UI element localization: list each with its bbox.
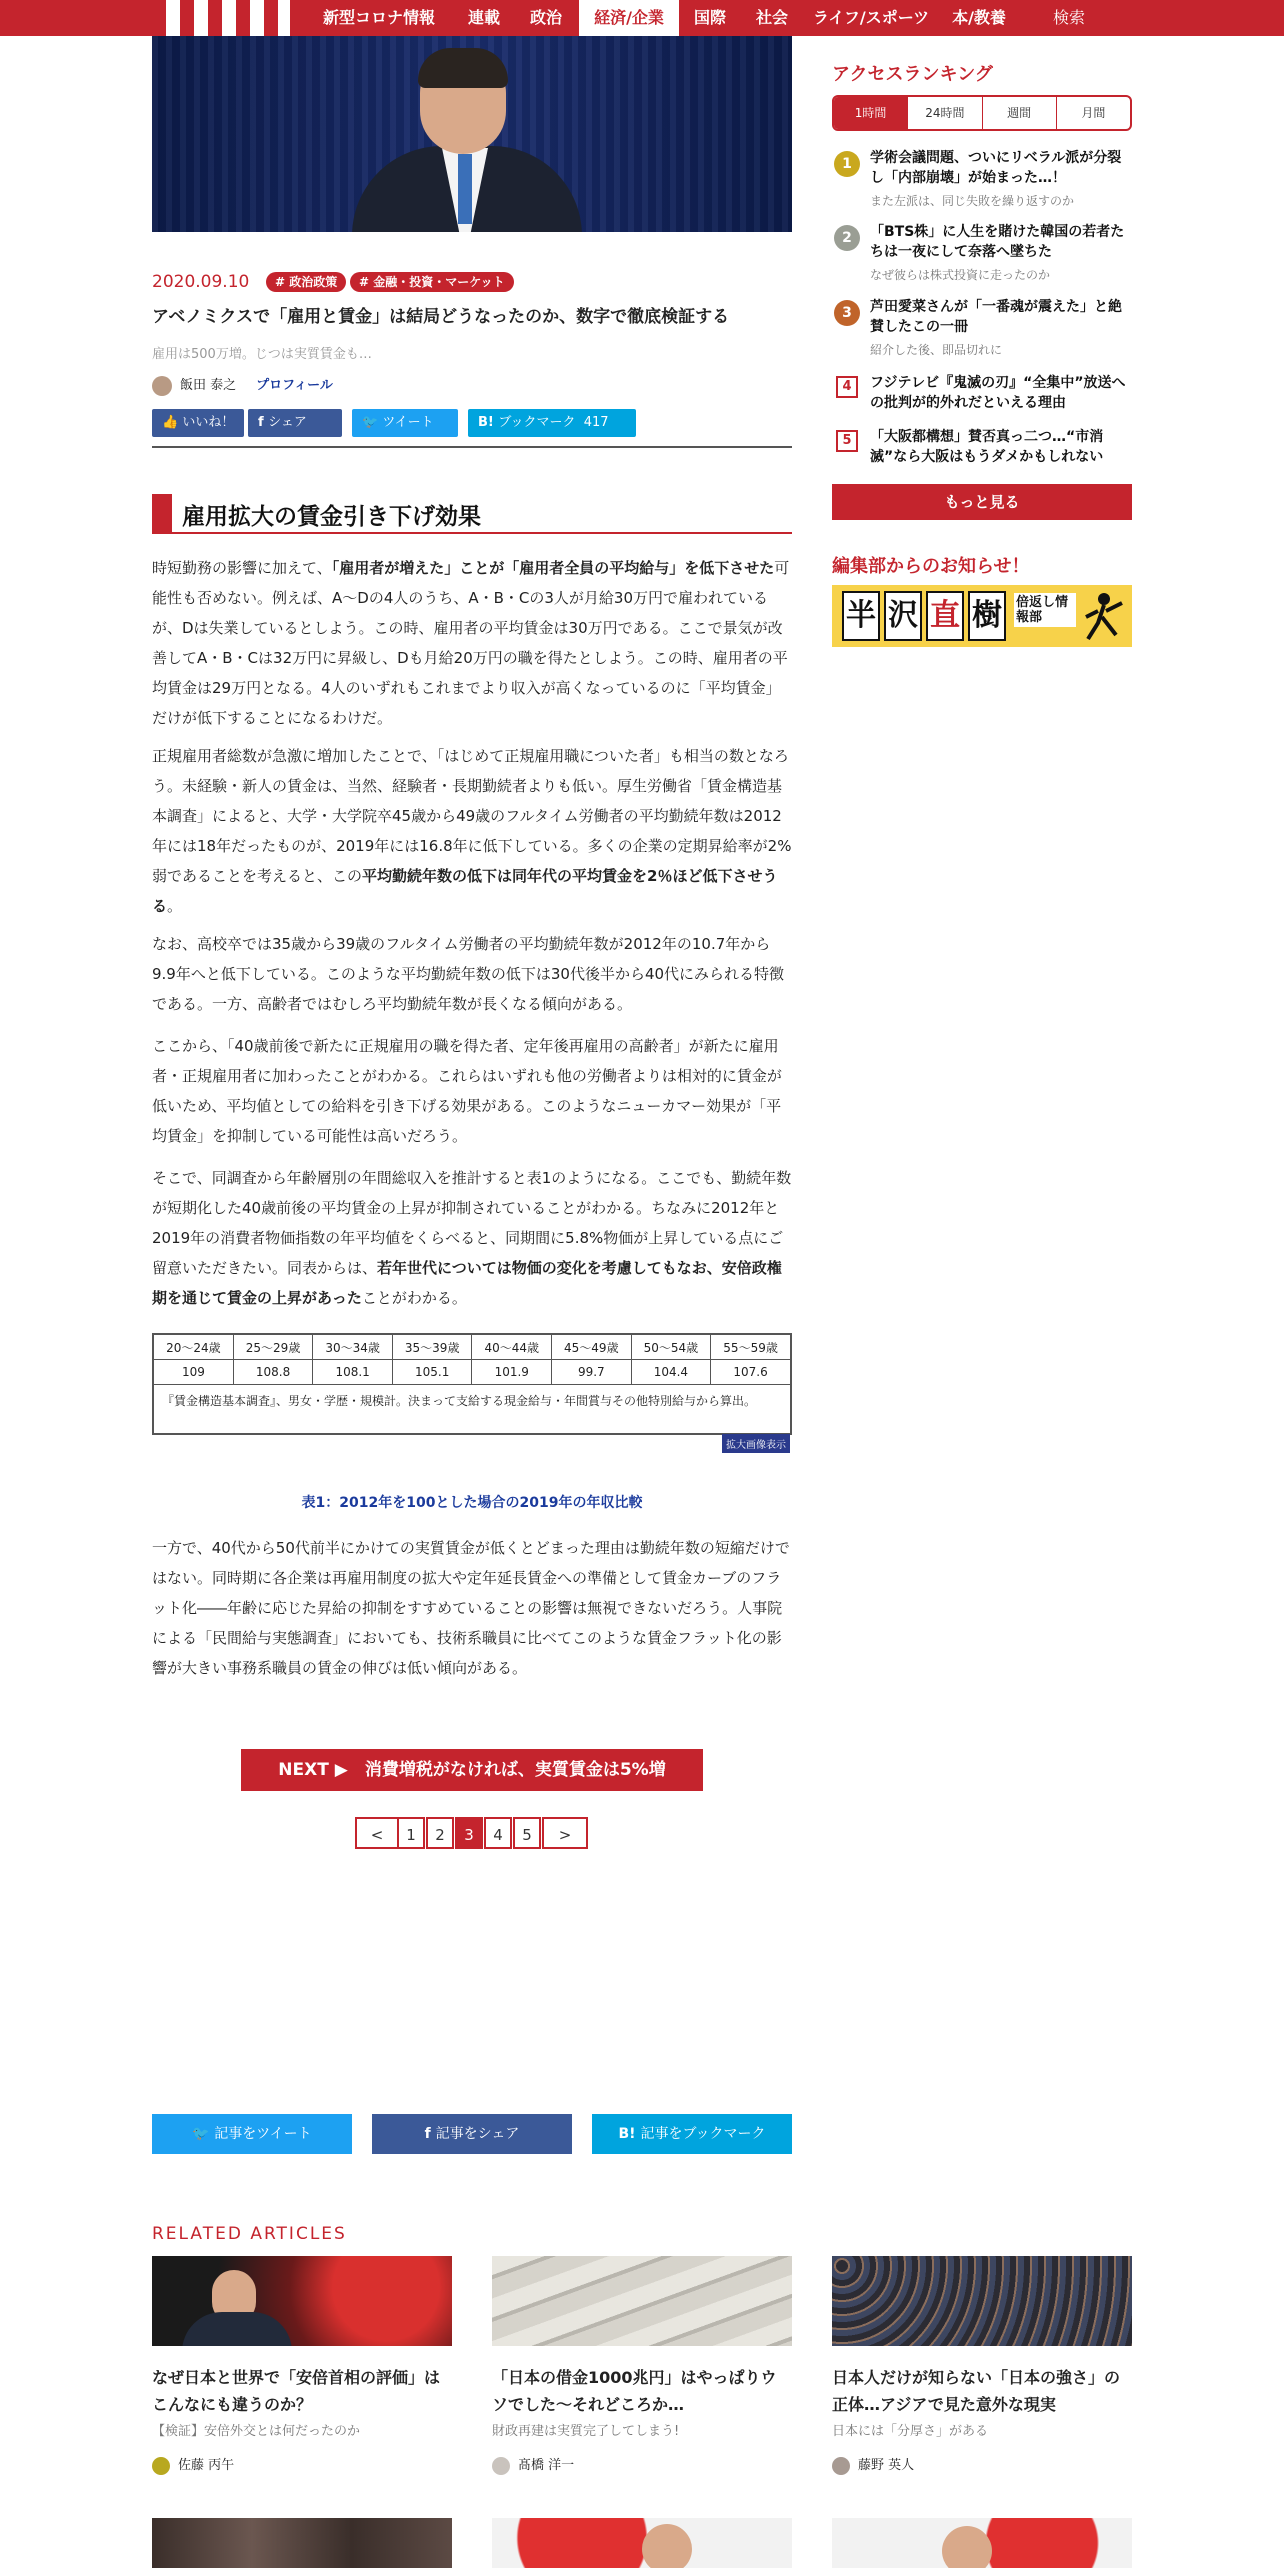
logo-stripe [194, 0, 208, 36]
article-lead: 雇用は500万増。じつは実質賃金も… [152, 347, 372, 362]
related-sub-1: 【検証】安倍外交とは何だったのか [152, 2424, 361, 2439]
nav-item-politics[interactable]: 政治 [529, 8, 562, 27]
logo-stripe [166, 0, 180, 36]
hanzawa-banner[interactable] [832, 585, 1132, 647]
table-caption: 表1：2012年を100とした場合の2019年の年収比較 [301, 1495, 643, 1511]
wage-table [152, 1333, 792, 1455]
table-cell: 108.8 [233, 1360, 313, 1385]
more-button[interactable]: もっと見る [832, 484, 1132, 520]
nav-item-corona[interactable]: 新型コロナ情報 [322, 8, 435, 27]
nav-item-economy[interactable]: 経済/企業 [579, 0, 679, 36]
table-header: 25～29歳 [233, 1334, 313, 1360]
banner-subtitle: 倍返し情報部 [1014, 593, 1076, 627]
paragraph-2: 正規雇用者総数が急激に増加したことで、「はじめて正規雇用職についた者」も相当の数となろう。未経験・新人の賃金は、当然、経験者・長期勤続者よりも低い。厚生労働省「賃金構造基本調査」によると、大学・大学院卒45歳から49歳のフルタイム労働者の平均勤続年数は2012年には18年だったものが、2019年には16.8年に低下している。多くの企業の定期昇給率が2%弱であることを考えると、この平均勤続年数の低下は同年代の平均賃金を2％ほど低下させうる。 [152, 747, 792, 915]
related-author-1[interactable]: 佐藤 丙午 [152, 2456, 234, 2476]
paragraph-3: なお、高校卒では35歳から39歳のフルタイム労働者の平均勤続年数が2012年の10.7年から9.9年へと低下している。このような平均勤続年数の低下は30代後半から40代にみられる特徴である。一方、高齢者ではむしろ平均勤続年数が長くなる傾向がある。 [152, 935, 785, 1013]
next-page-button[interactable]: NEXT ▶ 消費増税がなければ、実質賃金は5%増 [241, 1749, 703, 1791]
article-date: 2020.09.10 [152, 272, 250, 292]
related-heading: RELATED ARTICLES [152, 2224, 347, 2244]
nav-item-society[interactable]: 社会 [755, 8, 788, 27]
table-cell: 108.1 [313, 1360, 393, 1385]
article-title: アベノミクスで「雇用と賃金」は結局どうなったのか、数字で徹底検証する [152, 307, 730, 327]
bottom-tweet-button[interactable]: 🐦 記事をツイート [152, 2114, 352, 2154]
table-cell: 104.4 [631, 1360, 711, 1385]
related-author-3[interactable]: 藤野 英人 [832, 2456, 914, 2476]
pager-page-2[interactable]: 2 [426, 1817, 454, 1849]
paragraph-4: ここから、「40歳前後で新たに正規雇用の職を得た者、定年後再雇用の高齢者」が新たに雇用者・正規雇用者に加わったことがわかる。これらはいずれも他の労働者よりは相対的に賃金が低いため、平均値としての給料を引き下げる効果がある。このようなニューカマー効果が「平均賃金」を抑制している可能性は高いだろう。 [152, 1037, 782, 1145]
table-header: 40～44歳 [472, 1334, 552, 1360]
section-heading [152, 494, 792, 534]
banner-char: 沢 [884, 591, 922, 641]
rank-title-4[interactable]: フジテレビ『鬼滅の刃』“全集中”放送への批判が的外れだといえる理由 [870, 375, 1126, 411]
table-header: 45～49歳 [552, 1334, 632, 1360]
table-header: 50～54歳 [631, 1334, 711, 1360]
paragraph-6: 一方で、40代から50代前半にかけての実質賃金が低くとどまった理由は勤続年数の短縮だけではない。同時期に各企業は再雇用制度の拡大や定年延長賃金への準備として賃金カーブのフラット化――年齢に応じた昇給の抑制をすすめていることの影響は無視できないだろう。人事院による「民間給与実態調査」においても、技術系職員に比べてこのような賃金フラット化の影響が大きい事務系職員の賃金の伸びは低い傾向がある。 [152, 1539, 790, 1677]
rank-badge: 4 [836, 376, 858, 398]
nav-search[interactable]: 検索 [1052, 8, 1085, 27]
twitter-icon: 🐦 [362, 415, 383, 430]
related-thumb-4[interactable] [152, 2518, 452, 2568]
bookmark-button[interactable]: B! ブックマーク 417 [468, 409, 636, 437]
share-button[interactable]: f シェア [248, 409, 342, 437]
related-thumb-3[interactable] [832, 2256, 1132, 2346]
rank-badge: 3 [834, 300, 860, 326]
figure-icon [1080, 591, 1126, 641]
nav-item-life-sports[interactable]: ライフ/スポーツ [812, 8, 930, 27]
ranking-tabs [832, 95, 1132, 131]
related-title-2[interactable]: 「日本の借金1000兆円」はやっぱりウソでした～それどころか… [492, 2368, 777, 2414]
rank-badge: 2 [834, 225, 860, 251]
pager-next[interactable]: > [542, 1817, 588, 1849]
rank-sub-2: なぜ彼らは株式投資に走ったのか [870, 268, 1051, 282]
banner-char: 直 [926, 591, 964, 641]
rank-badge: 5 [836, 430, 858, 452]
like-button[interactable]: 👍 いいね！ [152, 409, 244, 437]
rank-title-5[interactable]: 「大阪都構想」賛否真っ二つ…“市消滅”なら大阪はもうダメかもしれない [870, 429, 1104, 465]
facebook-icon: f [424, 2126, 436, 2142]
tab-monthly[interactable]: 月間 [1056, 97, 1130, 129]
table-header: 55～59歳 [711, 1334, 791, 1360]
table-header: 30～34歳 [313, 1334, 393, 1360]
related-title-3[interactable]: 日本人だけが知らない「日本の強さ」の正体…アジアで見た意外な現実 [832, 2368, 1121, 2414]
tag-finance[interactable]: # 金融・投資・マーケット [350, 272, 514, 292]
hatena-icon: B! [478, 415, 499, 430]
rank-sub-3: 紹介した後、即品切れに [870, 343, 1003, 357]
hero-image [152, 36, 792, 232]
tag-politics[interactable]: # 政治政策 [266, 272, 346, 292]
logo-stripe [250, 0, 264, 36]
author-avatar [152, 2457, 170, 2475]
facebook-icon: f [258, 415, 269, 430]
top-nav [0, 0, 1284, 36]
tab-24hour[interactable]: 24時間 [907, 97, 981, 129]
related-sub-3: 日本には「分厚さ」がある [832, 2424, 989, 2439]
paragraph-5: そこで、同調査から年齢層別の年間総収入を推計すると表1のようになる。ここでも、勤続年数が短期化した40歳前後の平均賃金の上昇が抑制されていることがわかる。ちなみに2012年と2019年の消費者物価指数の年平均値をくらべると、同期間に5.8%物価が上昇している点にご留意いただきたい。同表からは、若年世代については物価の変化を考慮してもなお、安倍政権期を通じて賃金の上昇があったことがわかる。 [152, 1169, 792, 1307]
section-heading-text: 雇用拡大の賃金引き下げ効果 [182, 504, 481, 530]
related-thumb-2[interactable] [492, 2256, 792, 2346]
rank-title-3[interactable]: 芦田愛菜さんが「一番魂が震えた」と絶賛したこの一冊 [870, 299, 1122, 335]
logo-stripe [222, 0, 236, 36]
related-author-2[interactable]: 髙橋 洋一 [492, 2456, 574, 2476]
banner-char: 半 [842, 591, 880, 641]
logo-stripe [278, 0, 290, 36]
tweet-button[interactable]: 🐦 ツイート [352, 409, 458, 437]
author-row [152, 374, 333, 398]
notice-heading: 編集部からのお知らせ！ [832, 556, 1030, 577]
author-avatar [832, 2457, 850, 2475]
banner-char: 樹 [968, 591, 1006, 641]
table-cell: 105.1 [392, 1360, 472, 1385]
nav-item-serial[interactable]: 連載 [467, 8, 500, 27]
expand-image-link[interactable]: 拡大画像表示 [722, 1434, 790, 1453]
table-cell: 99.7 [552, 1360, 632, 1385]
nav-item-books[interactable]: 本/教養 [952, 8, 1006, 27]
table-cell: 101.9 [472, 1360, 552, 1385]
table-note: 『賃金構造基本調査』、男女・学歴・規模計。決まって支給する現金給与・年間賞与その他特別給与から算出。 [153, 1385, 791, 1435]
table-cell: 107.6 [711, 1360, 791, 1385]
pager-page-3[interactable]: 3 [455, 1817, 483, 1849]
author-avatar [152, 376, 172, 396]
rank-badge: 1 [834, 151, 860, 177]
paragraph-1: 時短勤務の影響に加えて、「雇用者が増えた」ことが「雇用者全員の平均給与」を低下させた可能性も否めない。例えば、A～Dの4人のうち、A・B・Cの3人が月給30万円で雇われているが、Dは失業しているとしよう。この時、雇用者の平均賃金は30万円である。ここで景気が改善してA・B・Cは32万円に昇級し、Dも月給20万円の職を得たとしよう。この時、雇用者の平均賃金は29万円となる。4人のいずれもこれまでより収入が高くなっているのに「平均賃金」だけが低下することになるわけだ。 [152, 559, 790, 727]
related-thumb-6[interactable] [832, 2518, 1132, 2568]
rank-title-1[interactable]: 学術会議問題、ついにリベラル派が分裂し「内部崩壊」が始まった…！ [870, 150, 1122, 186]
author-avatar [492, 2457, 510, 2475]
table-cell: 109 [153, 1360, 233, 1385]
thumb-icon: 👍 [162, 415, 183, 430]
related-thumb-1[interactable] [152, 2256, 452, 2346]
related-title-1[interactable]: なぜ日本と世界で「安倍首相の評価」はこんなにも違うのか？ [152, 2368, 441, 2414]
rank-sub-1: また左派は、同じ失敗を繰り返すのか [870, 194, 1075, 208]
author-name[interactable]: 飯田 泰之 [180, 378, 237, 393]
tab-weekly[interactable]: 週間 [982, 97, 1056, 129]
table-header: 35～39歳 [392, 1334, 472, 1360]
related-thumb-5[interactable] [492, 2518, 792, 2568]
bottom-bookmark-button[interactable]: B! 記事をブックマーク [592, 2114, 792, 2154]
bottom-share-button[interactable]: f 記事をシェア [372, 2114, 572, 2154]
pager-page-4[interactable]: 4 [484, 1817, 512, 1849]
related-sub-2: 財政再建は実質完了してしまう! [492, 2424, 680, 2439]
bookmark-count: 417 [583, 415, 609, 430]
pager-prev[interactable]: < [355, 1817, 399, 1849]
table-header: 20～24歳 [153, 1334, 233, 1360]
profile-link[interactable]: プロフィール [256, 378, 333, 393]
divider [152, 446, 792, 448]
pager-page-1[interactable]: 1 [397, 1817, 425, 1849]
hatena-icon: B! [618, 2126, 641, 2142]
ranking-heading: アクセスランキング [832, 64, 993, 85]
rank-title-2[interactable]: 「BTS株」に人生を賭けた韓国の若者たちは一夜にして奈落へ墜ちた [870, 224, 1125, 260]
nav-item-international[interactable]: 国際 [693, 8, 726, 27]
twitter-icon: 🐦 [192, 2126, 215, 2142]
tab-1hour[interactable]: 1時間 [834, 97, 907, 129]
pager-page-5[interactable]: 5 [513, 1817, 541, 1849]
